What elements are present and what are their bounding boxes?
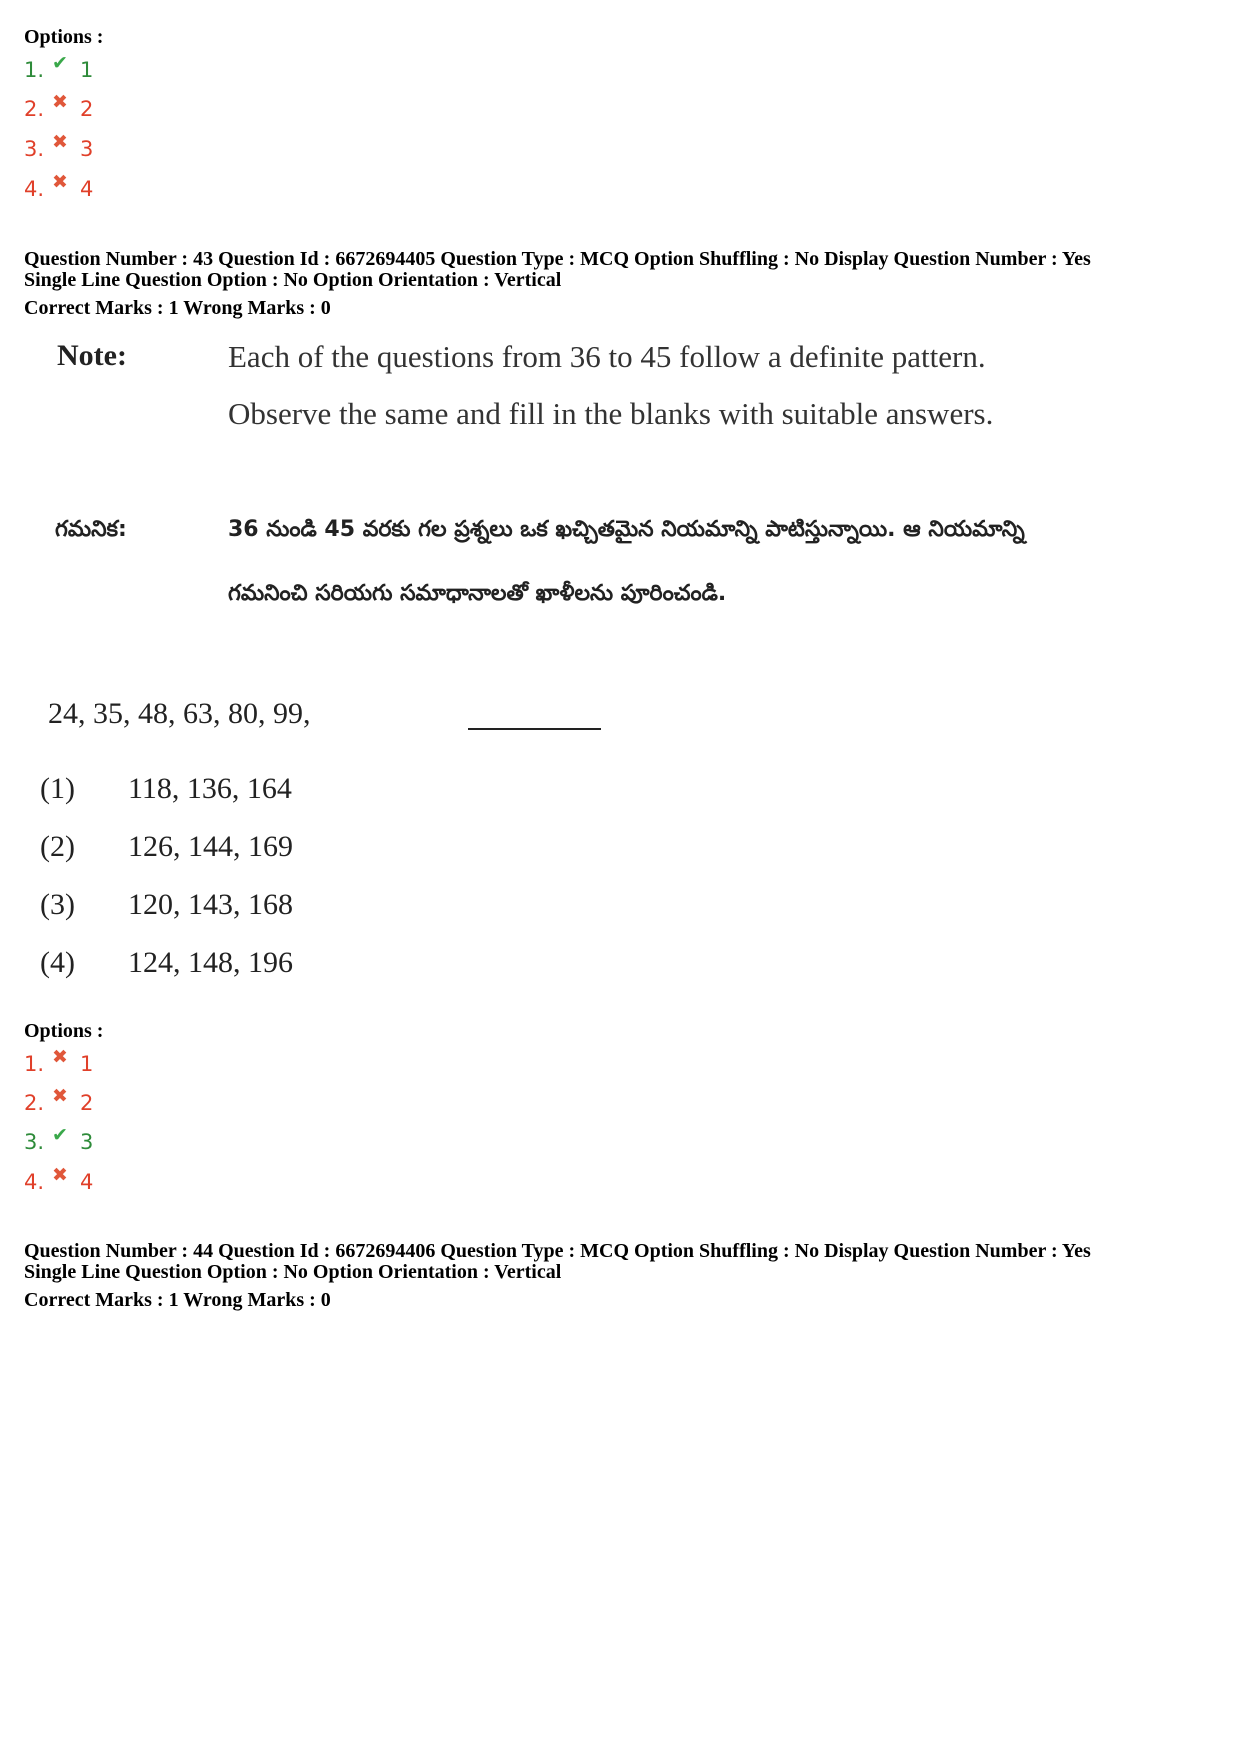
note-line-1: Each of the questions from 36 to 45 follow a definite pattern. bbox=[228, 339, 986, 374]
option-number: 3. bbox=[24, 1130, 45, 1154]
choice-number: (4) bbox=[40, 946, 75, 979]
note-label: Note: bbox=[57, 339, 127, 372]
option-number: 3. bbox=[24, 137, 45, 161]
cross-icon: ✖ bbox=[52, 1046, 68, 1068]
cross-icon: ✖ bbox=[52, 131, 68, 153]
option-number: 4. bbox=[24, 1170, 45, 1194]
options-heading: Options : bbox=[24, 26, 104, 48]
option-2 bbox=[24, 91, 94, 123]
option-4 bbox=[24, 1164, 94, 1196]
option-value: 2 bbox=[80, 1091, 94, 1115]
cross-icon: ✖ bbox=[52, 1164, 68, 1186]
telugu-note-line-2: గమనించి సరియగు సమాధానాలతో ఖాళీలను పూరించండి. bbox=[228, 581, 727, 606]
cross-icon: ✖ bbox=[52, 171, 68, 193]
choice-value: 124, 148, 196 bbox=[128, 946, 293, 979]
option-value: 1 bbox=[80, 1052, 94, 1076]
check-icon: ✔ bbox=[52, 52, 68, 74]
option-value: 3 bbox=[80, 137, 94, 161]
option-1 bbox=[24, 52, 94, 84]
option-3 bbox=[24, 131, 94, 163]
option-3 bbox=[24, 1124, 94, 1156]
note-line-2: Observe the same and fill in the blanks with suitable answers. bbox=[228, 396, 994, 431]
number-series: 24, 35, 48, 63, 80, 99, bbox=[48, 697, 311, 730]
choice-number: (2) bbox=[40, 830, 75, 863]
question-meta-line1: Question Number : 44 Question Id : 6672694406 Question Type : MCQ Option Shuffling : No Display Question Number : Yes bbox=[24, 1240, 1091, 1262]
options-heading: Options : bbox=[24, 1020, 104, 1042]
choice-value: 126, 144, 169 bbox=[128, 830, 293, 863]
cross-icon: ✖ bbox=[52, 91, 68, 113]
option-2 bbox=[24, 1085, 94, 1117]
option-number: 2. bbox=[24, 1091, 45, 1115]
choice-value: 120, 143, 168 bbox=[128, 888, 293, 921]
question-meta-line1: Question Number : 43 Question Id : 6672694405 Question Type : MCQ Option Shuffling : No Display Question Number : Yes bbox=[24, 248, 1091, 270]
option-4 bbox=[24, 171, 94, 203]
question-meta-line2: Single Line Question Option : No Option Orientation : Vertical bbox=[24, 1261, 562, 1283]
choice-number: (3) bbox=[40, 888, 75, 921]
option-number: 2. bbox=[24, 97, 45, 121]
choice-value: 118, 136, 164 bbox=[128, 772, 292, 805]
option-value: 4 bbox=[80, 177, 94, 201]
telugu-note-line-1: 36 నుండి 45 వరకు గల ప్రశ్నలు ఒక ఖచ్చితమైన నియమాన్ని పాటిస్తున్నాయి. ఆ నియమాన్ని bbox=[228, 517, 1025, 542]
option-value: 4 bbox=[80, 1170, 94, 1194]
option-number: 4. bbox=[24, 177, 45, 201]
option-number: 1. bbox=[24, 58, 45, 82]
cross-icon: ✖ bbox=[52, 1085, 68, 1107]
question-marks: Correct Marks : 1 Wrong Marks : 0 bbox=[24, 1289, 331, 1311]
telugu-note-label: గమనిక: bbox=[55, 517, 127, 542]
question-meta-line2: Single Line Question Option : No Option Orientation : Vertical bbox=[24, 269, 562, 291]
check-icon: ✔ bbox=[52, 1124, 68, 1146]
option-value: 1 bbox=[80, 58, 94, 82]
option-number: 1. bbox=[24, 1052, 45, 1076]
choice-number: (1) bbox=[40, 772, 75, 805]
option-value: 2 bbox=[80, 97, 94, 121]
option-1 bbox=[24, 1046, 94, 1078]
answer-blank bbox=[468, 728, 601, 730]
question-marks: Correct Marks : 1 Wrong Marks : 0 bbox=[24, 297, 331, 319]
option-value: 3 bbox=[80, 1130, 94, 1154]
